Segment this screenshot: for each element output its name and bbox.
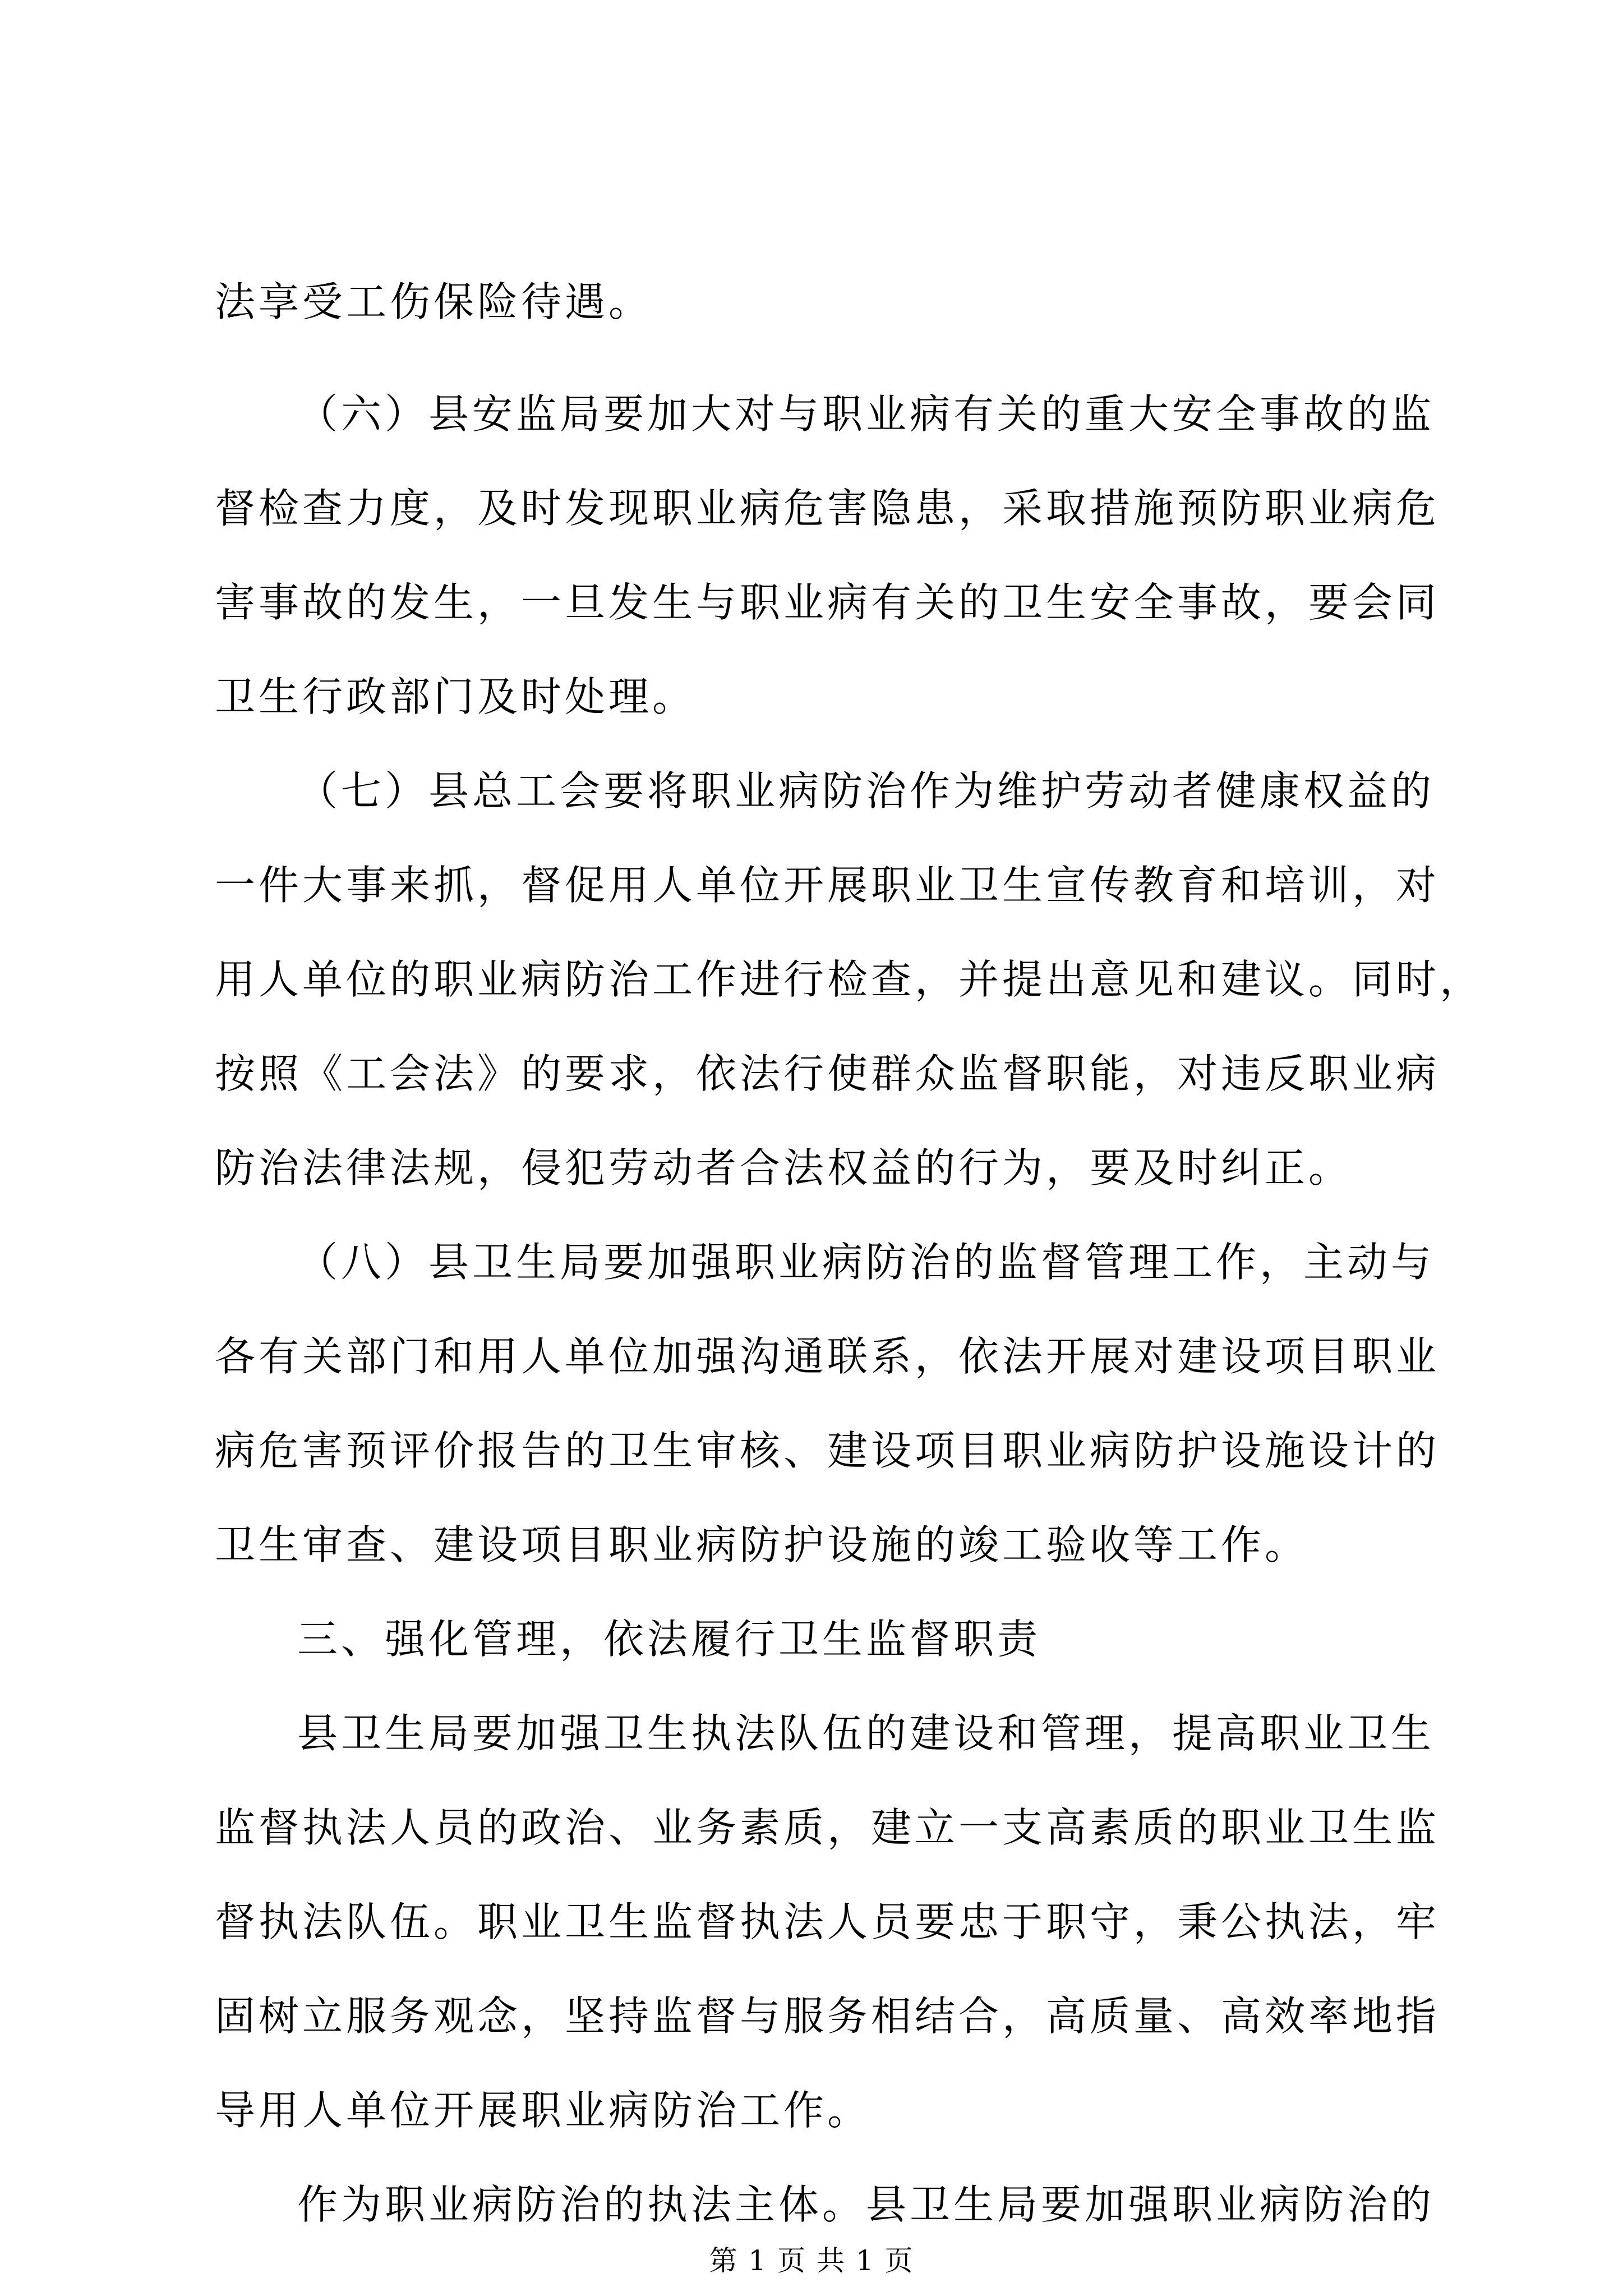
paragraph-7-line-3: 用人单位的职业病防治工作进行检查，并提出意见和建议。同时， (215, 956, 1484, 1003)
paragraph-9-line-4: 固树立服务观念，坚持监督与服务相结合，高质量、高效率地指 (215, 1993, 1440, 2040)
paragraph-7-line-1: （七）县总工会要将职业病防治作为维护劳动者健康权益的 (297, 767, 1435, 815)
page-number-footer: 第 1 页 共 1 页 (709, 2244, 914, 2277)
paragraph-8-line-2: 各有关部门和用人单位加强沟通联系，依法开展对建设项目职业 (215, 1333, 1440, 1380)
paragraph-9-line-5: 导用人单位开展职业病防治工作。 (215, 2087, 872, 2134)
paragraph-6-line-3: 害事故的发生，一旦发生与职业病有关的卫生安全事故，要会同 (215, 579, 1440, 626)
paragraph-10-line-1: 作为职业病防治的执法主体。县卫生局要加强职业病防治的 (297, 2181, 1435, 2228)
paragraph-6-line-2: 督检查力度，及时发现职业病危害隐患，采取措施预防职业病危 (215, 485, 1440, 532)
text-line-1: 法享受工伤保险待遇。 (215, 278, 653, 325)
paragraph-6-line-4: 卫生行政部门及时处理。 (215, 673, 697, 720)
paragraph-7-line-2: 一件大事来抓，督促用人单位开展职业卫生宣传教育和培训，对 (215, 862, 1440, 909)
paragraph-8-line-3: 病危害预评价报告的卫生审核、建设项目职业病防护设施设计的 (215, 1427, 1440, 1474)
paragraph-9-line-2: 监督执法人员的政治、业务素质，建立一支高素质的职业卫生监 (215, 1804, 1440, 1851)
section-heading-3: 三、强化管理，依法履行卫生监督职责 (297, 1616, 1041, 1663)
paragraph-6-line-1: （六）县安监局要加大对与职业病有关的重大安全事故的监 (297, 390, 1435, 438)
paragraph-7-line-5: 防治法律法规，侵犯劳动者合法权益的行为，要及时纠正。 (215, 1144, 1353, 1191)
paragraph-8-line-4: 卫生审查、建设项目职业病防护设施的竣工验收等工作。 (215, 1521, 1309, 1568)
paragraph-9-line-3: 督执法队伍。职业卫生监督执法人员要忠于职守，秉公执法，牢 (215, 1898, 1440, 1945)
paragraph-9-line-1: 县卫生局要加强卫生执法队伍的建设和管理，提高职业卫生 (297, 1710, 1435, 1757)
paragraph-8-line-1: （八）县卫生局要加强职业病防治的监督管理工作，主动与 (297, 1239, 1435, 1286)
paragraph-7-line-4: 按照《工会法》的要求，依法行使群众监督职能，对违反职业病 (215, 1050, 1440, 1097)
